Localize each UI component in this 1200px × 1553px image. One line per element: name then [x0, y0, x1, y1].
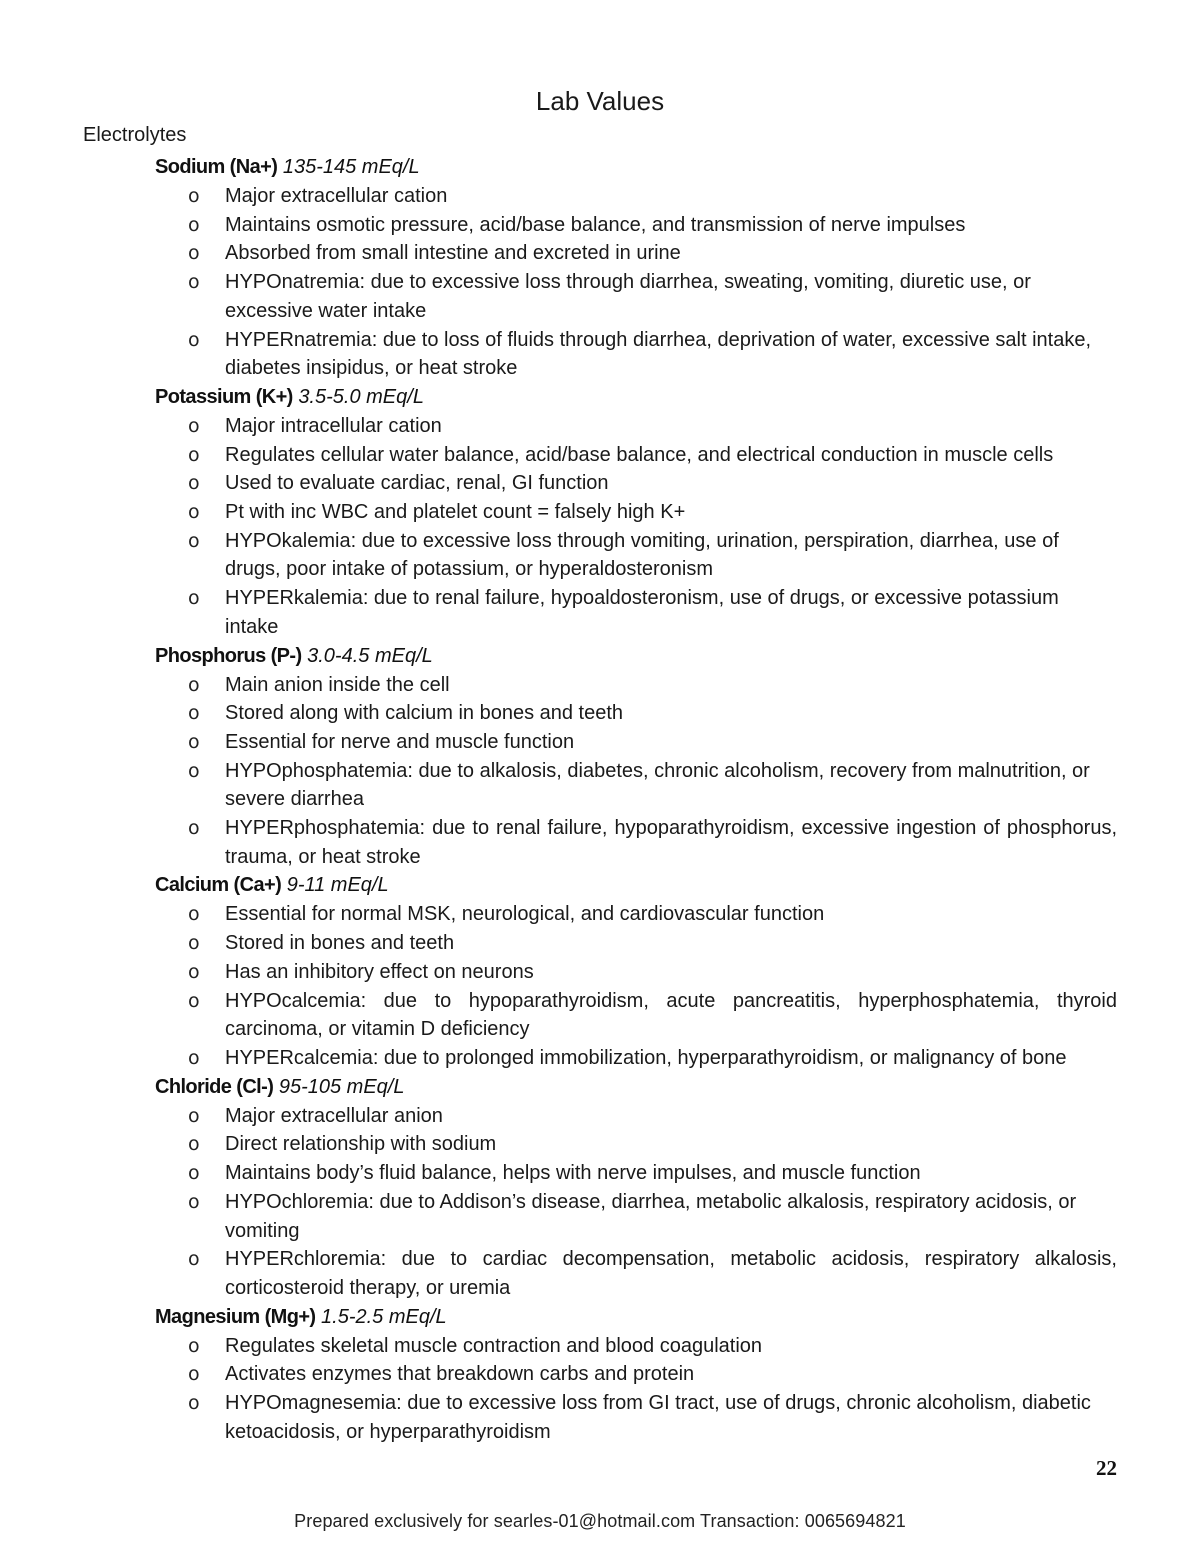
list-item	[155, 958, 1117, 987]
list-item	[155, 987, 1117, 1044]
list-item-text: Major intracellular cation	[225, 414, 442, 437]
bullet-icon: o	[188, 702, 200, 725]
electrolyte-list	[155, 153, 1117, 1446]
bullet-icon: o	[188, 242, 200, 265]
list-item-text: Major extracellular cation	[225, 185, 448, 207]
list-item-text: Stored along with calcium in bones and teeth	[225, 702, 624, 725]
electrolyte-name: Chloride (Cl-)	[155, 1075, 274, 1098]
section-heading	[155, 1073, 1117, 1102]
list-item-text: HYPOkalemia: due to excessive loss through vomiting, urination, perspiration, diarrhea, use of drugs, poor intake of potassium, or hyperaldosteronism	[225, 529, 1059, 581]
electrolyte-name: Phosphorus (P-)	[155, 644, 302, 667]
list-item	[155, 1245, 1117, 1302]
normal-range: 3.5-5.0 mEq/L	[298, 385, 424, 408]
list-item	[155, 211, 1117, 240]
bullet-icon: o	[188, 1104, 200, 1127]
bullet-icon: o	[188, 673, 200, 696]
normal-range: 9-11 mEq/L	[286, 874, 389, 897]
list-item	[155, 1188, 1117, 1245]
list-item-text: Pt with inc WBC and platelet count = falsely high K+	[225, 501, 686, 524]
bullet-icon: o	[188, 587, 200, 610]
bullet-icon: o	[188, 501, 200, 524]
list-item	[155, 900, 1117, 929]
list-item	[155, 326, 1117, 383]
list-item-text: HYPOnatremia: due to excessive loss through diarrhea, sweating, vomiting, diuretic use, or excessive water intake	[225, 271, 1031, 322]
list-item	[155, 1332, 1117, 1361]
list-item-text: HYPERphosphatemia: due to renal failure, hypoparathyroidism, excessive ingestion of phosphorus, trauma, or heat stroke	[225, 817, 1117, 868]
bullet-icon: o	[188, 1334, 200, 1357]
list-item	[155, 412, 1117, 441]
list-item	[155, 699, 1117, 728]
footer-watermark: Prepared exclusively for searles-01@hotmail.com Transaction: 0065694821	[294, 1511, 906, 1531]
list-item-text: HYPOchloremia: due to Addison’s disease, diarrhea, metabolic alkalosis, respiratory acidosis, or vomiting	[225, 1190, 1077, 1242]
list-item	[155, 498, 1117, 527]
bullet-icon: o	[188, 443, 200, 466]
list-item-text: Direct relationship with sodium	[225, 1133, 497, 1156]
bullet-icon: o	[188, 1392, 200, 1415]
bullet-icon: o	[188, 1046, 200, 1069]
electrolyte-name: Calcium (Ca+)	[155, 874, 282, 897]
bullet-icon: o	[188, 472, 200, 495]
section-group-heading: Electrolytes	[83, 124, 187, 146]
bullet-icon: o	[188, 960, 200, 983]
list-item	[155, 929, 1117, 958]
bullet-icon: o	[188, 328, 200, 351]
list-item	[155, 469, 1117, 498]
page-number: 22	[1096, 1456, 1117, 1480]
list-item-text: HYPOphosphatemia: due to alkalosis, diabetes, chronic alcoholism, recovery from malnutrition, or severe diarrhea	[225, 759, 1090, 811]
bullet-icon: o	[188, 759, 200, 782]
list-item-text: HYPERchloremia: due to cardiac decompensation, metabolic acidosis, respiratory alkalosis, corticosteroid therapy, or uremia	[225, 1248, 1117, 1299]
bullet-list	[155, 1332, 1117, 1447]
list-item	[155, 728, 1117, 757]
bullet-icon: o	[188, 414, 200, 437]
list-item-text: Activates enzymes that breakdown carbs and protein	[225, 1363, 695, 1386]
list-item	[155, 757, 1117, 814]
list-item-text: Used to evaluate cardiac, renal, GI function	[225, 472, 609, 495]
bullet-icon: o	[188, 932, 200, 955]
bullet-icon: o	[188, 1190, 200, 1213]
bullet-list	[155, 412, 1117, 642]
list-item	[155, 584, 1117, 641]
bullet-icon: o	[188, 213, 200, 236]
bullet-list	[155, 900, 1117, 1072]
bullet-icon: o	[188, 903, 200, 926]
electrolyte-name: Potassium (K+)	[155, 385, 293, 408]
list-item-text: HYPERkalemia: due to renal failure, hypoaldosteronism, use of drugs, or excessive potassium intake	[225, 587, 1059, 638]
list-item-text: HYPOcalcemia: due to hypoparathyroidism, acute pancreatitis, hyperphosphatemia, thyroid carcinoma, or vitamin D deficiency	[225, 989, 1117, 1041]
list-item-text: Main anion inside the cell	[225, 673, 450, 696]
list-item-text: Essential for nerve and muscle function	[225, 730, 575, 753]
bullet-list	[155, 182, 1117, 383]
list-item	[155, 1102, 1117, 1131]
normal-range: 95-105 mEq/L	[278, 1075, 405, 1098]
bullet-icon: o	[188, 1248, 200, 1271]
bullet-list	[155, 671, 1117, 872]
list-item-text: Essential for normal MSK, neurological, and cardiovascular function	[225, 903, 825, 926]
section-heading	[155, 383, 1117, 412]
list-item-text: Major extracellular anion	[225, 1104, 443, 1127]
normal-range: 135-145 mEq/L	[282, 156, 420, 178]
normal-range: 1.5-2.5 mEq/L	[321, 1305, 447, 1328]
bullet-icon: o	[188, 271, 200, 294]
section-heading	[155, 642, 1117, 671]
bullet-icon: o	[188, 730, 200, 753]
bullet-icon: o	[188, 1363, 200, 1386]
list-item-text: HYPOmagnesemia: due to excessive loss from GI tract, use of drugs, chronic alcoholism, diabetic ketoacidosis, or hyperparathyroidism	[225, 1392, 1091, 1443]
electrolyte-name: Magnesium (Mg+)	[155, 1305, 316, 1328]
bullet-icon: o	[188, 1162, 200, 1185]
list-item	[155, 1044, 1117, 1073]
section-heading	[155, 1303, 1117, 1332]
list-item	[155, 1130, 1117, 1159]
section-heading	[155, 871, 1117, 900]
list-item	[155, 182, 1117, 211]
bullet-icon: o	[188, 989, 200, 1012]
list-item-text: Maintains osmotic pressure, acid/base balance, and transmission of nerve impulses	[225, 213, 966, 236]
list-item	[155, 1389, 1117, 1446]
list-item-text: Has an inhibitory effect on neurons	[225, 960, 534, 983]
page-title: Lab Values	[535, 86, 665, 116]
section-heading	[155, 153, 1117, 182]
list-item-text: Stored in bones and teeth	[225, 932, 455, 955]
list-item-text: Absorbed from small intestine and excreted in urine	[225, 242, 681, 265]
list-item	[155, 1360, 1117, 1389]
list-item	[155, 239, 1117, 268]
list-item	[155, 671, 1117, 700]
bullet-icon: o	[188, 817, 200, 840]
list-item	[155, 268, 1117, 325]
list-item-text: Regulates skeletal muscle contraction and blood coagulation	[225, 1334, 763, 1357]
normal-range: 3.0-4.5 mEq/L	[307, 644, 433, 667]
list-item	[155, 814, 1117, 871]
bullet-list	[155, 1102, 1117, 1303]
bullet-icon: o	[188, 529, 200, 552]
list-item-text: HYPERnatremia: due to loss of fluids through diarrhea, deprivation of water, excessive salt intake, diabetes insipidus, or heat stroke	[225, 328, 1092, 380]
list-item	[155, 441, 1117, 470]
list-item	[155, 1159, 1117, 1188]
list-item-text: HYPERcalcemia: due to prolonged immobilization, hyperparathyroidism, or malignancy of bone	[225, 1046, 1067, 1069]
electrolyte-name: Sodium (Na+)	[155, 156, 278, 178]
list-item-text: Regulates cellular water balance, acid/base balance, and electrical conduction in muscle cells	[225, 443, 1054, 466]
bullet-icon: o	[188, 185, 200, 207]
list-item	[155, 527, 1117, 584]
list-item-text: Maintains body’s fluid balance, helps with nerve impulses, and muscle function	[225, 1162, 921, 1185]
bullet-icon: o	[188, 1133, 200, 1156]
